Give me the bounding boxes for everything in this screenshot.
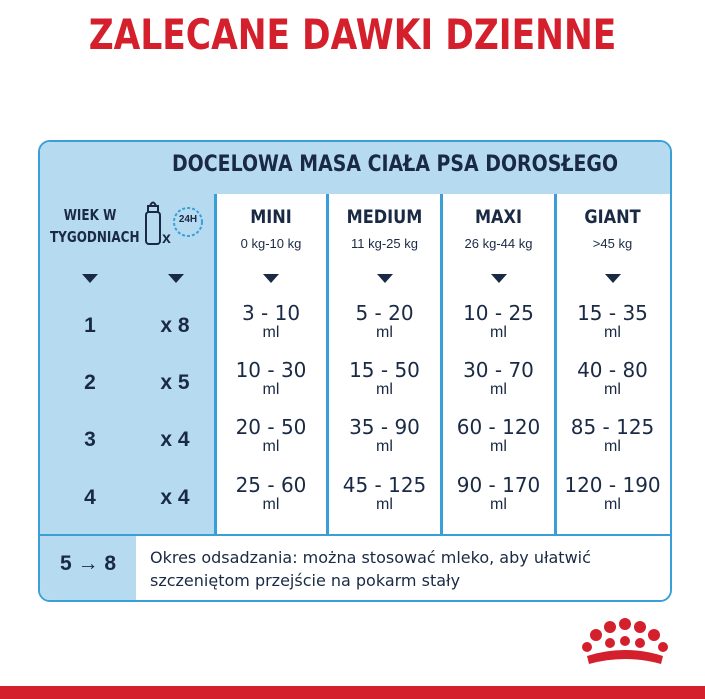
baby-bottle-icon <box>140 200 210 250</box>
dose-range: 40 - 80 <box>577 358 648 382</box>
feedings-value: x 8 <box>160 314 190 337</box>
dose-cell <box>329 474 440 514</box>
dose-cell <box>216 474 326 514</box>
crown-icon <box>575 614 675 670</box>
column-range-maxi: 26 kg-44 kg <box>464 236 533 251</box>
arrow-down-icon <box>168 274 184 283</box>
arrow-down-icon <box>491 274 507 283</box>
feedings-value: x 5 <box>160 371 190 394</box>
dose-cell <box>329 416 440 456</box>
column-range-giant: >45 kg <box>592 236 633 251</box>
dose-unit: ml <box>490 381 507 398</box>
arrow-down-icon <box>263 274 279 283</box>
dose-unit: ml <box>262 496 280 513</box>
dose-unit: ml <box>604 324 621 341</box>
feedings-value: x 4 <box>160 486 190 509</box>
dose-range: 35 - 90 <box>349 415 420 439</box>
dose-unit: ml <box>490 324 507 341</box>
dose-range: 15 - 50 <box>349 358 420 382</box>
dose-unit: ml <box>376 381 393 398</box>
dose-unit: ml <box>490 438 507 455</box>
age-value: 2 <box>84 371 96 394</box>
dose-cell <box>557 359 668 399</box>
age-value: 4 <box>84 486 96 509</box>
dose-range: 3 - 10 <box>241 301 301 325</box>
dose-cell <box>329 302 440 342</box>
dose-unit: ml <box>490 496 507 513</box>
column-name-giant: GIANT <box>584 206 641 228</box>
clock-24h-icon: 24H <box>178 214 198 225</box>
dose-cell <box>557 416 668 456</box>
dose-unit: ml <box>604 438 621 455</box>
dose-range: 15 - 35 <box>577 301 648 325</box>
dose-range: 45 - 125 <box>342 473 427 497</box>
dose-range: 10 - 25 <box>463 301 534 325</box>
dose-cell <box>557 302 668 342</box>
column-range-medium: 11 kg-25 kg <box>351 236 418 251</box>
dose-unit: ml <box>376 438 393 455</box>
age-header-line2: TYGODNIACH <box>50 228 140 246</box>
dose-cell <box>443 474 554 514</box>
weaning-age-cell <box>40 536 136 602</box>
dose-range: 60 - 120 <box>456 415 541 439</box>
column-range-mini: 0 kg-10 kg <box>240 236 302 251</box>
dose-range: 85 - 125 <box>570 415 655 439</box>
age-header-line1: WIEK W <box>63 206 117 224</box>
dose-cell <box>557 474 668 514</box>
weaning-note-line2: szczeniętom przejście na pokarm stały <box>150 571 461 590</box>
dose-unit: ml <box>376 324 393 341</box>
age-value: 1 <box>84 314 96 337</box>
feedings-per-day-icon <box>140 200 210 250</box>
dosage-table <box>38 140 672 602</box>
dose-unit: ml <box>262 438 280 455</box>
dose-range: 90 - 170 <box>456 473 541 497</box>
footer-bar <box>0 686 705 699</box>
column-name-maxi: MAXI <box>474 206 523 228</box>
dose-cell <box>216 359 326 399</box>
dose-unit: ml <box>604 496 621 513</box>
dose-unit: ml <box>604 381 621 398</box>
dose-range: 20 - 50 <box>235 415 307 439</box>
dose-cell <box>329 359 440 399</box>
dose-cell <box>443 416 554 456</box>
dose-cell <box>216 302 326 342</box>
weaning-note <box>150 546 660 592</box>
table-header-title: DOCELOWA MASA CIAŁA PSA DOROSŁEGO <box>171 152 619 177</box>
column-name-mini: MINI <box>250 206 292 228</box>
age-header <box>50 204 140 248</box>
weaning-note-line1: Okres odsadzania: można stosować mleko, aby ułatwić <box>150 548 591 567</box>
age-value: 3 <box>84 428 96 451</box>
arrow-down-icon <box>605 274 621 283</box>
dose-cell <box>443 302 554 342</box>
dose-unit: ml <box>262 381 280 398</box>
page-title: ZALECANE DAWKI DZIENNE <box>88 10 617 59</box>
dose-cell <box>216 416 326 456</box>
dose-range: 30 - 70 <box>463 358 534 382</box>
dose-unit: ml <box>262 324 280 341</box>
dose-range: 5 - 20 <box>355 301 414 325</box>
dose-cell <box>443 359 554 399</box>
weaning-row <box>40 534 670 602</box>
dose-range: 120 - 190 <box>564 473 661 497</box>
weaning-age: 5 → 8 <box>59 552 117 575</box>
dose-unit: ml <box>376 496 393 513</box>
multiplier-symbol: x <box>162 230 171 247</box>
arrow-down-icon <box>377 274 393 283</box>
feedings-value: x 4 <box>160 428 190 451</box>
arrow-down-icon <box>82 274 98 283</box>
dose-range: 25 - 60 <box>235 473 307 497</box>
dose-range: 10 - 30 <box>235 358 307 382</box>
column-name-medium: MEDIUM <box>346 206 423 228</box>
